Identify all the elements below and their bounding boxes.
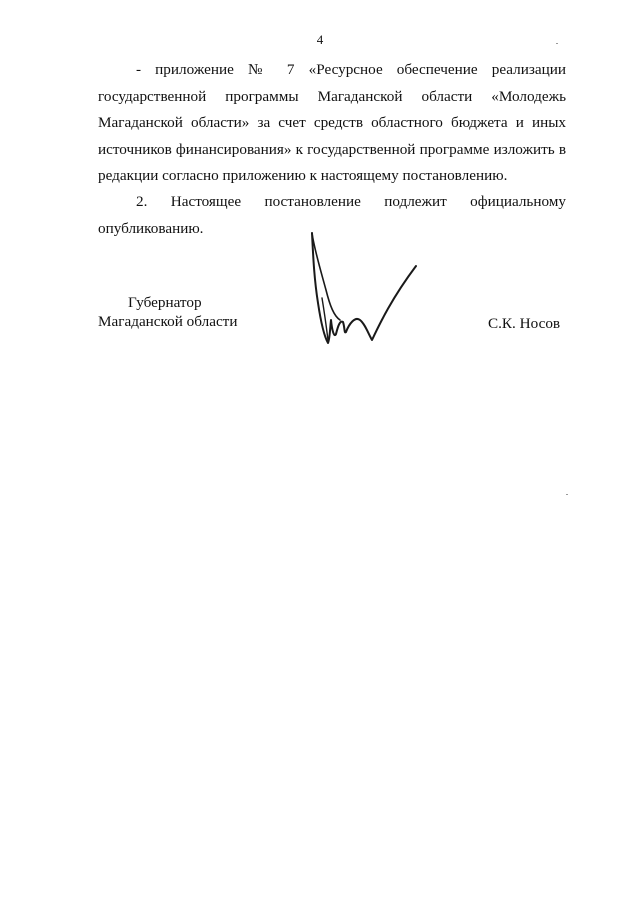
- handwritten-signature: [300, 228, 430, 353]
- page-number: 4: [316, 32, 324, 47]
- scan-speck: [566, 494, 568, 495]
- signatory-name: С.К. Носов: [488, 315, 561, 332]
- signatory-position: [98, 293, 237, 331]
- scan-speck: [556, 43, 558, 44]
- paragraph-appendix-7: - приложение № 7 «Ресурсное обеспечение реализации государственной программы Магаданской области «Молодежь Магаданской области» за счет средств областного бюджета и иных источников финансирования» к государственной программе изложить в редакции согласно приложению к настоящему постановлению.: [98, 61, 566, 184]
- paragraph-publication: 2. Настоящее постановление подлежит официальному опубликованию.: [98, 193, 566, 237]
- signatory-position-line-2: Магаданской области: [98, 313, 238, 330]
- signatory-position-line-1: Губернатор: [128, 294, 202, 311]
